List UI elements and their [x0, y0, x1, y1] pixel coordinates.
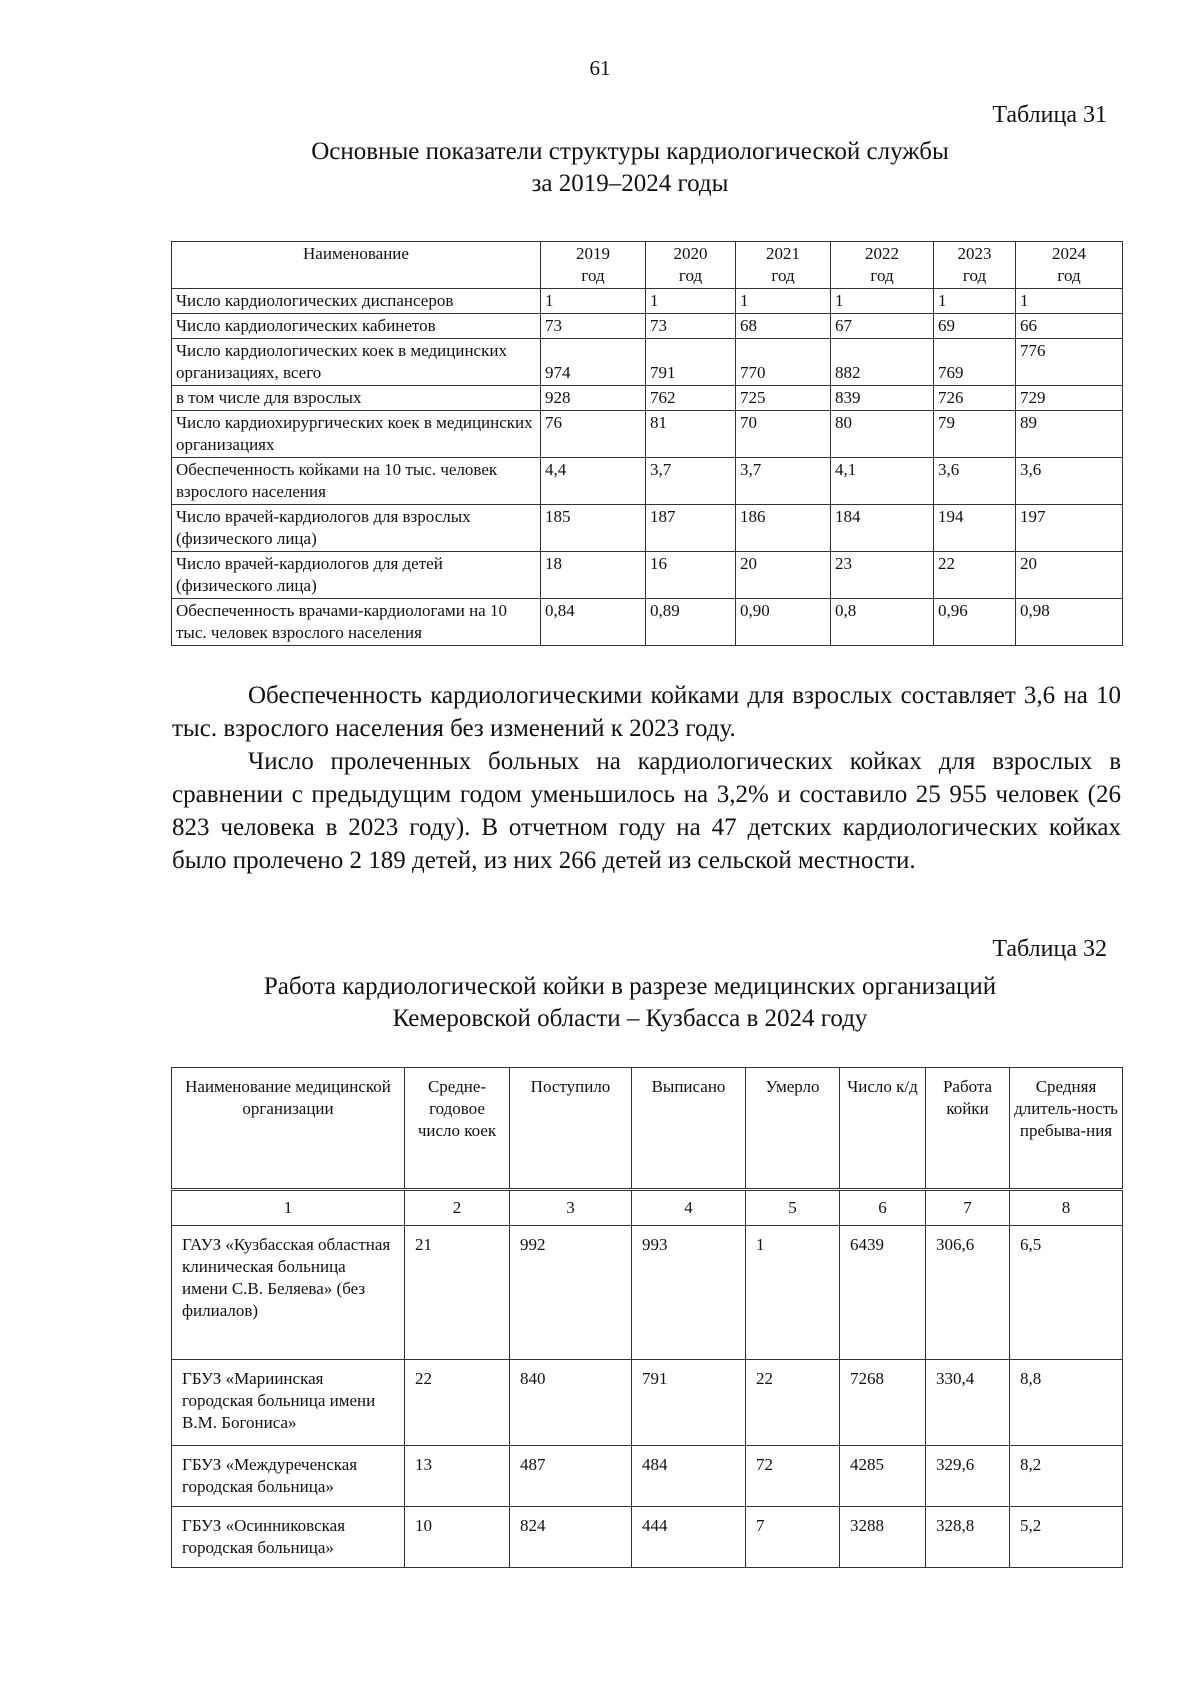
column-numbers-row	[172, 1190, 1123, 1226]
cell-value: 3,6	[934, 458, 1016, 505]
table32-header: Число к/д	[840, 1068, 926, 1190]
cell-value: 840	[510, 1360, 632, 1446]
cell-value: 73	[646, 314, 736, 339]
table-row	[172, 386, 1123, 411]
year: 2021	[766, 244, 800, 263]
cell-value: 8,2	[1010, 1446, 1123, 1507]
cell-value: 882	[831, 339, 934, 386]
cell-value: 330,4	[926, 1360, 1010, 1446]
page-number: 61	[589, 56, 611, 80]
cell-value: 66	[1016, 314, 1123, 339]
cell-value: 0,89	[646, 599, 736, 646]
year: 2020	[673, 244, 708, 263]
cell-value: 791	[632, 1360, 746, 1446]
table32-header: Выписано	[632, 1068, 746, 1190]
table-row	[172, 599, 1123, 646]
cell-value: 487	[510, 1446, 632, 1507]
cell-value: 20	[736, 552, 831, 599]
cell-value: 0,8	[831, 599, 934, 646]
org-name: ГАУЗ «Кузбасская областная клиническая больница имени С.В. Беляева» (без филиалов)	[172, 1226, 405, 1360]
year-unit: год	[771, 266, 795, 285]
column-number: 4	[632, 1190, 746, 1226]
cell-value: 725	[736, 386, 831, 411]
cell-value: 187	[646, 505, 736, 552]
cell-value: 0,90	[736, 599, 831, 646]
row-label: Число кардиологических диспансеров	[172, 289, 541, 314]
cell-value: 1	[746, 1226, 840, 1360]
body-text	[172, 679, 1121, 877]
cell-value: 194	[934, 505, 1016, 552]
table32-header-row	[172, 1068, 1123, 1190]
year: 2022	[865, 244, 899, 263]
table-row	[172, 1360, 1123, 1446]
table31-header-year	[1016, 242, 1123, 289]
table-row	[172, 552, 1123, 599]
cell-value: 1	[736, 289, 831, 314]
table32-header: Средне-годовое число коек	[405, 1068, 510, 1190]
column-number: 3	[510, 1190, 632, 1226]
cell-value: 76	[541, 411, 646, 458]
table32-header: Работа койки	[926, 1068, 1010, 1190]
cell-value: 4,4	[541, 458, 646, 505]
year-unit: год	[870, 266, 894, 285]
cell-value: 762	[646, 386, 736, 411]
year-unit: год	[1057, 266, 1081, 285]
cell-value: 0,84	[541, 599, 646, 646]
cardiology-structure-table	[171, 241, 1123, 646]
table31-header-row	[172, 242, 1123, 289]
table32-header: Умерло	[746, 1068, 840, 1190]
cell-value: 4,1	[831, 458, 934, 505]
cell-value: 18	[541, 552, 646, 599]
row-label: Число врачей-кардиологов для взрослых (физического лица)	[172, 505, 541, 552]
table-row	[172, 1446, 1123, 1507]
cell-value: 3,7	[646, 458, 736, 505]
cell-value: 7	[746, 1507, 840, 1568]
cell-value: 69	[934, 314, 1016, 339]
table-row	[172, 339, 1123, 386]
table31-label: Таблица 31	[992, 102, 1107, 128]
cell-value: 306,6	[926, 1226, 1010, 1360]
cell-value: 444	[632, 1507, 746, 1568]
cell-value: 184	[831, 505, 934, 552]
table-row	[172, 505, 1123, 552]
cardiology-bed-work-table	[171, 1067, 1123, 1568]
table32-header: Наименование медицинской организации	[172, 1068, 405, 1190]
column-number: 1	[172, 1190, 405, 1226]
cell-value: 726	[934, 386, 1016, 411]
cell-value: 729	[1016, 386, 1123, 411]
cell-value: 6439	[840, 1226, 926, 1360]
cell-value: 13	[405, 1446, 510, 1507]
table32-caption-line1: Работа кардиологической койки в разрезе медицинских организаций	[263, 973, 997, 1000]
cell-value: 1	[831, 289, 934, 314]
header-name-text: Наименование	[303, 244, 409, 263]
cell-value: 23	[831, 552, 934, 599]
table32-header: Поступило	[510, 1068, 632, 1190]
column-number: 7	[926, 1190, 1010, 1226]
column-number: 2	[405, 1190, 510, 1226]
cell-value: 928	[541, 386, 646, 411]
cell-value: 839	[831, 386, 934, 411]
table31-header-year	[934, 242, 1016, 289]
table31-header-year	[646, 242, 736, 289]
year: 2023	[957, 244, 992, 263]
table32-caption-line2: Кемеровской области – Кузбасса в 2024 году	[392, 1005, 868, 1032]
year: 2024	[1052, 244, 1086, 263]
table-row	[172, 411, 1123, 458]
table-row	[172, 1507, 1123, 1568]
cell-value: 21	[405, 1226, 510, 1360]
paragraph: Число пролеченных больных на кардиологических койках для взрослых в сравнении с предыдущим годом уменьшилось на 3,2% и составило 25 955 человек (26 823 человека в 2023 году). В отчетном году на 47 детских кардиологических койках было пролечено 2 189 детей, из них 266 детей из сельской местности.	[172, 748, 1121, 874]
cell-value: 67	[831, 314, 934, 339]
year-unit: год	[581, 266, 605, 285]
cell-value: 16	[646, 552, 736, 599]
table31-header-name	[172, 242, 541, 289]
cell-value: 769	[934, 339, 1016, 386]
row-label: Число кардиологических кабинетов	[172, 314, 541, 339]
cell-value: 22	[405, 1360, 510, 1446]
org-name: ГБУЗ «Осинниковская городская больница»	[172, 1507, 405, 1568]
cell-value: 7268	[840, 1360, 926, 1446]
table31-header-year	[831, 242, 934, 289]
cell-value: 20	[1016, 552, 1123, 599]
cell-value: 329,6	[926, 1446, 1010, 1507]
year-unit: год	[962, 266, 987, 285]
cell-value: 4285	[840, 1446, 926, 1507]
cell-value: 80	[831, 411, 934, 458]
cell-value: 791	[646, 339, 736, 386]
paragraph: Обеспеченность кардиологическими койками для взрослых составляет 3,6 на 10 тыс. взрослого населения без изменений к 2023 году.	[172, 682, 1121, 742]
org-name: ГБУЗ «Междуреченская городская больница»	[172, 1446, 405, 1507]
table31-caption-line1: Основные показатели структуры кардиологической службы	[311, 138, 949, 165]
cell-value: 8,8	[1010, 1360, 1123, 1446]
row-label: Число кардиохирургических коек в медицинских организациях	[172, 411, 541, 458]
table31-header-year	[736, 242, 831, 289]
cell-value: 824	[510, 1507, 632, 1568]
cell-value: 22	[746, 1360, 840, 1446]
cell-value: 5,2	[1010, 1507, 1123, 1568]
cell-value: 22	[934, 552, 1016, 599]
cell-value: 73	[541, 314, 646, 339]
cell-value: 0,98	[1016, 599, 1123, 646]
cell-value: 3288	[840, 1507, 926, 1568]
cell-value: 3,7	[736, 458, 831, 505]
cell-value: 197	[1016, 505, 1123, 552]
cell-value: 81	[646, 411, 736, 458]
cell-value: 6,5	[1010, 1226, 1123, 1360]
cell-value: 3,6	[1016, 458, 1123, 505]
row-label: Число кардиологических коек в медицинских организациях, всего	[172, 339, 541, 386]
cell-value: 1	[934, 289, 1016, 314]
cell-value: 68	[736, 314, 831, 339]
cell-value: 770	[736, 339, 831, 386]
row-label: Число врачей-кардиологов для детей (физического лица)	[172, 552, 541, 599]
table31-caption-line2: за 2019–2024 годы	[531, 170, 729, 197]
cell-value: 0,96	[934, 599, 1016, 646]
table32-header: Средняя длитель-ность пребыва-ния	[1010, 1068, 1123, 1190]
table-row	[172, 1226, 1123, 1360]
table-row	[172, 289, 1123, 314]
cell-value: 72	[746, 1446, 840, 1507]
cell-value: 328,8	[926, 1507, 1010, 1568]
row-label: Обеспеченность врачами-кардиологами на 10 тыс. человек взрослого населения	[172, 599, 541, 646]
cell-value: 484	[632, 1446, 746, 1507]
column-number: 8	[1010, 1190, 1123, 1226]
cell-value: 776	[1016, 339, 1123, 386]
table32-label: Таблица 32	[992, 936, 1107, 962]
cell-value: 974	[541, 339, 646, 386]
cell-value: 70	[736, 411, 831, 458]
cell-value: 992	[510, 1226, 632, 1360]
table31-header-year	[541, 242, 646, 289]
cell-value: 186	[736, 505, 831, 552]
cell-value: 89	[1016, 411, 1123, 458]
row-label: Обеспеченность койками на 10 тыс. человек взрослого населения	[172, 458, 541, 505]
cell-value: 1	[1016, 289, 1123, 314]
cell-value: 185	[541, 505, 646, 552]
column-number: 6	[840, 1190, 926, 1226]
cell-value: 79	[934, 411, 1016, 458]
table-row	[172, 458, 1123, 505]
column-number: 5	[746, 1190, 840, 1226]
table-row	[172, 314, 1123, 339]
cell-value: 1	[646, 289, 736, 314]
cell-value: 10	[405, 1507, 510, 1568]
cell-value: 1	[541, 289, 646, 314]
year-unit: год	[678, 266, 703, 285]
cell-value: 993	[632, 1226, 746, 1360]
org-name: ГБУЗ «Мариинская городская больница имени В.М. Богониса»	[172, 1360, 405, 1446]
row-label: в том числе для взрослых	[172, 386, 541, 411]
year: 2019	[576, 244, 610, 263]
